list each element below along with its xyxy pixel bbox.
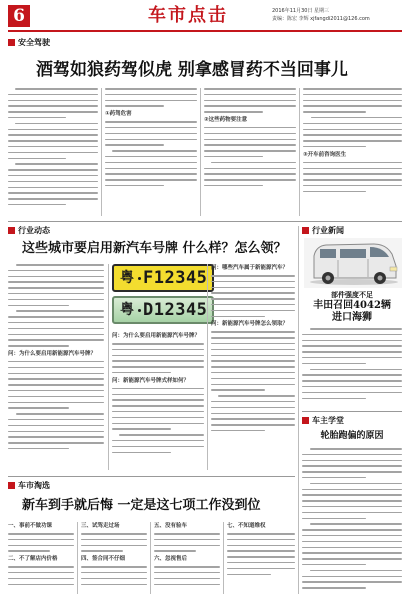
plate-number: F12345: [143, 267, 208, 288]
text-line: [8, 293, 104, 295]
section-tag-label: 安全驾驶: [18, 38, 50, 47]
text-line: [8, 328, 104, 330]
text-line: [310, 570, 402, 572]
text-line: [211, 355, 295, 357]
column-divider: [101, 88, 102, 216]
subhead: 六、忽视售后: [154, 556, 188, 563]
text-line: [105, 88, 197, 90]
news-headline-line-2: 丰田召回4042辆: [313, 300, 391, 311]
editor-line: 责编：陈宏 李辉 xjfangdi2011@126.com: [272, 16, 370, 22]
text-line: [8, 198, 98, 200]
text-line: [8, 384, 104, 386]
text-line: [15, 88, 98, 90]
text-line: [211, 281, 295, 283]
license-plate-yellow: [112, 264, 214, 292]
text-line: [303, 105, 402, 107]
column-divider: [299, 88, 300, 216]
text-line: [8, 305, 69, 307]
text-line: [204, 88, 296, 90]
text-line: [302, 552, 402, 554]
text-line: [154, 578, 220, 580]
text-line: [105, 173, 197, 175]
text-line: [105, 105, 164, 107]
column-divider: [77, 522, 78, 594]
text-line: [227, 568, 295, 570]
date-line: 2016年11月30日 星期三: [272, 8, 330, 14]
text-line: [112, 423, 204, 425]
text-line: [105, 100, 197, 102]
text-line: [302, 340, 402, 342]
text-line: [16, 413, 104, 415]
text-line: [112, 428, 171, 430]
text-line: [15, 123, 98, 125]
section-marker-icon: [8, 227, 15, 234]
text-line: [303, 88, 402, 90]
owner-school-article-body: [302, 448, 402, 596]
text-line: [8, 436, 104, 438]
text-line: [204, 133, 296, 135]
text-line: [8, 361, 104, 363]
text-line: [303, 168, 402, 170]
text-line: [227, 562, 295, 564]
text-line: [303, 129, 402, 131]
text-line: [302, 576, 402, 578]
text-line: [8, 322, 104, 324]
text-line: [8, 276, 104, 278]
text-line: [227, 545, 295, 547]
text-line: [112, 150, 197, 152]
subhead: 二、不了解店内价格: [8, 556, 58, 563]
text-line: [302, 587, 366, 589]
text-line: [218, 395, 295, 397]
text-line: [81, 584, 147, 586]
text-line: [302, 541, 402, 543]
text-line: [211, 378, 295, 380]
text-line: [211, 360, 295, 362]
text-line: [302, 345, 402, 347]
text-line: [81, 545, 147, 547]
text-line: [105, 121, 197, 123]
text-line: [16, 310, 104, 312]
text-line: [302, 547, 402, 549]
article-e-column-2: [81, 522, 147, 596]
article-e-column-1: [8, 522, 74, 596]
text-line: [302, 357, 402, 359]
text-line: [303, 185, 402, 187]
section-divider: [302, 411, 402, 412]
text-line: [302, 512, 402, 514]
text-line: [8, 134, 98, 136]
plate-province: 粤: [120, 302, 134, 318]
page-title: 车市点击: [148, 5, 228, 26]
text-line: [8, 431, 104, 433]
text-line: [105, 185, 164, 187]
text-line: [154, 545, 220, 547]
article-e-column-4: [227, 522, 295, 596]
text-line: [112, 394, 204, 396]
text-line: [112, 405, 204, 407]
article-b-column-3: [211, 264, 295, 472]
text-line: [8, 175, 98, 177]
header-rule: [8, 30, 402, 32]
section-tag-car-picks: [8, 481, 50, 490]
text-line: [204, 105, 296, 107]
text-line: [227, 556, 295, 558]
text-line: [112, 399, 204, 401]
text-line: [8, 299, 104, 301]
text-line: [8, 345, 69, 347]
text-line: [302, 535, 402, 537]
text-line: [303, 140, 402, 142]
text-line: [302, 506, 402, 508]
text-line: [105, 133, 197, 135]
text-line: [8, 419, 104, 421]
subhead: 七、不知道维权: [227, 523, 266, 529]
text-line: [8, 407, 69, 409]
text-line: [8, 117, 66, 119]
text-line: [112, 372, 171, 374]
text-line: [8, 367, 104, 369]
text-line: [204, 173, 296, 175]
text-line: [112, 388, 204, 390]
text-line: [303, 146, 366, 148]
text-line: [211, 343, 295, 345]
text-line: [302, 471, 402, 473]
text-line: [105, 127, 197, 129]
text-line: [303, 94, 402, 96]
text-line: [303, 123, 402, 125]
article-a-column-1: [8, 88, 98, 218]
news-headline-line-3: 进口海狮: [332, 312, 372, 323]
text-line: [105, 156, 197, 158]
text-line: [204, 144, 296, 146]
text-line: [302, 392, 402, 394]
section-divider: [8, 476, 295, 477]
text-line: [227, 574, 271, 576]
text-line: [303, 191, 366, 193]
text-line: [81, 533, 147, 535]
text-line: [81, 539, 147, 541]
text-line: [8, 550, 50, 552]
text-line: [204, 179, 296, 181]
text-line: [211, 372, 295, 374]
text-line: [204, 139, 296, 141]
text-line: [302, 529, 402, 531]
text-line: [302, 363, 366, 365]
text-line: [211, 389, 265, 391]
text-line: [8, 187, 98, 189]
text-line: [112, 452, 171, 454]
text-line: [302, 500, 402, 502]
text-line: [302, 494, 402, 496]
headline-new-car-regret: 新车到手就后悔 一定是这七项工作没到位: [22, 498, 261, 513]
section-marker-icon: [8, 482, 15, 489]
text-line: [8, 281, 104, 283]
text-line: [154, 550, 196, 552]
text-line: [154, 584, 220, 586]
text-line: [303, 134, 402, 136]
text-line: [302, 465, 402, 467]
subhead: 问：新能源汽车号牌式样如何？: [112, 377, 190, 384]
text-line: [211, 287, 295, 289]
text-line: [211, 384, 295, 386]
text-line: [211, 310, 295, 312]
section-tag-owner-school: [302, 416, 344, 425]
column-divider: [150, 522, 151, 594]
section-tag-industry-trends: [8, 226, 50, 235]
text-line: [8, 192, 98, 194]
column-divider: [200, 88, 201, 216]
column-divider: [223, 522, 224, 594]
text-line: [211, 316, 265, 318]
subhead: ②这些药物要注意: [204, 116, 248, 123]
article-a-column-3: [204, 88, 296, 218]
text-line: [8, 425, 104, 427]
news-article-body: [302, 328, 402, 408]
text-line: [81, 566, 147, 568]
text-line: [303, 100, 402, 102]
page-number: 6: [8, 5, 30, 27]
subhead: 问：新能源汽车号牌怎么领取？: [211, 321, 289, 328]
text-line: [8, 539, 74, 541]
text-line: [8, 442, 104, 444]
text-line: [204, 168, 296, 170]
text-line: [310, 369, 402, 371]
section-tag-industry-news: [302, 226, 344, 235]
text-line: [105, 94, 197, 96]
section-divider: [8, 221, 402, 222]
text-line: [8, 578, 74, 580]
subhead: 问：为什么要启用新能源汽车号牌？: [112, 333, 201, 339]
van-icon: [304, 238, 402, 288]
text-line: [204, 94, 296, 96]
text-line: [302, 558, 402, 560]
text-line: [302, 581, 402, 583]
text-line: [302, 564, 366, 566]
text-line: [211, 349, 295, 351]
text-line: [154, 566, 220, 568]
section-tag-label: 行业动态: [18, 226, 50, 235]
text-line: [112, 360, 204, 362]
text-line: [112, 343, 204, 345]
text-line: [8, 545, 74, 547]
text-line: [81, 550, 123, 552]
text-line: [8, 390, 104, 392]
text-line: [302, 380, 402, 382]
text-line: [154, 572, 220, 574]
text-line: [8, 339, 104, 341]
subhead: 五、没有验车: [154, 523, 188, 529]
text-line: [302, 398, 366, 400]
article-b-column-2: [112, 332, 204, 472]
text-line: [8, 533, 74, 535]
text-line: [310, 448, 402, 450]
text-line: [112, 349, 204, 351]
text-line: [211, 401, 295, 403]
plate-dot-icon: [138, 309, 141, 312]
text-line: [105, 139, 197, 141]
text-line: [302, 454, 402, 456]
text-line: [8, 158, 66, 160]
text-line: [8, 572, 74, 574]
text-line: [105, 162, 197, 164]
text-line: [105, 168, 197, 170]
text-line: [204, 111, 263, 113]
text-line: [81, 572, 147, 574]
text-line: [8, 152, 98, 154]
text-line: [211, 275, 295, 277]
section-tag-label: 行业新闻: [312, 226, 344, 235]
plate-province: 粤: [120, 270, 134, 286]
text-line: [211, 162, 296, 164]
text-line: [310, 328, 402, 330]
text-line: [112, 366, 204, 368]
text-line: [211, 418, 295, 420]
text-line: [211, 407, 295, 409]
text-line: [119, 434, 204, 436]
column-divider: [298, 226, 299, 594]
plate-dot-icon: [138, 277, 141, 280]
text-line: [15, 163, 98, 165]
text-line: [302, 334, 402, 336]
text-line: [8, 584, 74, 586]
text-line: [311, 117, 402, 119]
text-line: [204, 100, 296, 102]
text-line: [8, 204, 66, 206]
text-line: [211, 331, 295, 333]
text-line: [204, 156, 263, 158]
text-line: [8, 378, 104, 380]
text-line: [211, 298, 295, 300]
text-line: [302, 477, 366, 479]
text-line: [211, 424, 295, 426]
text-line: [204, 150, 296, 152]
text-line: [211, 292, 295, 294]
text-line: [8, 140, 98, 142]
section-marker-icon: [302, 417, 309, 424]
text-line: [227, 533, 295, 535]
text-line: [112, 446, 204, 448]
text-line: [211, 337, 295, 339]
text-line: [8, 111, 98, 113]
plate-number: D12345: [143, 299, 208, 320]
text-line: [112, 355, 204, 357]
text-line: [154, 533, 220, 535]
text-line: [8, 146, 98, 148]
article-e-column-3: [154, 522, 220, 596]
text-line: [8, 402, 104, 404]
text-line: [8, 396, 104, 398]
text-line: [8, 566, 74, 568]
text-line: [204, 127, 296, 129]
text-line: [227, 539, 295, 541]
article-a-column-2: [105, 88, 197, 218]
text-line: [154, 539, 220, 541]
text-line: [81, 578, 147, 580]
text-line: [112, 440, 204, 442]
text-line: [211, 413, 295, 415]
text-line: [8, 287, 104, 289]
section-tag-label: 车市淘选: [18, 481, 50, 490]
text-line: [302, 489, 402, 491]
text-line: [112, 411, 204, 413]
headline-tire-deviation: 轮胎跑偏的原因: [320, 431, 384, 441]
text-line: [310, 483, 402, 485]
text-line: [8, 316, 104, 318]
text-line: [303, 162, 402, 164]
section-tag-safe-driving: [8, 38, 50, 47]
news-headline-line-1: 部件强度不足: [331, 290, 373, 299]
text-line: [8, 100, 98, 102]
article-b-column-1: [8, 264, 104, 472]
text-line: [302, 386, 402, 388]
text-line: [302, 374, 402, 376]
text-line: [303, 179, 402, 181]
text-line: [302, 518, 366, 520]
subhead: 问：哪些汽车属于新能源汽车？: [211, 265, 289, 271]
text-line: [8, 94, 98, 96]
article-a-column-4: [303, 88, 402, 218]
text-line: [105, 179, 197, 181]
subhead: ①药驾危害: [105, 111, 132, 118]
text-line: [204, 185, 263, 187]
headline-new-plates: 这些城市要启用新汽车号牌 什么样？怎么领？: [22, 241, 287, 256]
headline-drunk-driving: 酒驾如狼药驾似虎 别拿感冒药不当回事儿: [36, 60, 348, 80]
text-line: [8, 181, 98, 183]
text-line: [8, 270, 104, 272]
text-line: [211, 304, 295, 306]
column-divider: [108, 264, 109, 470]
text-line: [8, 129, 98, 131]
text-line: [8, 334, 104, 336]
text-line: [105, 144, 164, 146]
subhead: 问：为什么要启用新能源汽车号牌？: [8, 350, 97, 357]
text-line: [16, 264, 104, 266]
text-line: [303, 111, 366, 113]
subhead: ③开车前咨询医生: [303, 151, 347, 158]
text-line: [227, 550, 295, 552]
text-line: [302, 460, 402, 462]
section-marker-icon: [8, 39, 15, 46]
text-line: [8, 169, 98, 171]
subhead: 四、签合同不仔细: [81, 556, 126, 563]
section-tag-label: 车主学堂: [312, 416, 344, 425]
text-line: [211, 430, 265, 432]
text-line: [303, 173, 402, 175]
text-line: [310, 523, 402, 525]
license-plate-green: [112, 296, 214, 324]
toyota-hiace-photo: [304, 238, 402, 288]
text-line: [8, 105, 98, 107]
subhead: 三、试驾走过场: [81, 523, 120, 529]
text-line: [8, 448, 69, 450]
column-divider: [207, 264, 208, 470]
subhead: 一、事前不做功课: [8, 523, 53, 529]
text-line: [302, 351, 402, 353]
section-marker-icon: [302, 227, 309, 234]
text-line: [211, 366, 295, 368]
text-line: [112, 417, 204, 419]
text-line: [8, 373, 104, 375]
